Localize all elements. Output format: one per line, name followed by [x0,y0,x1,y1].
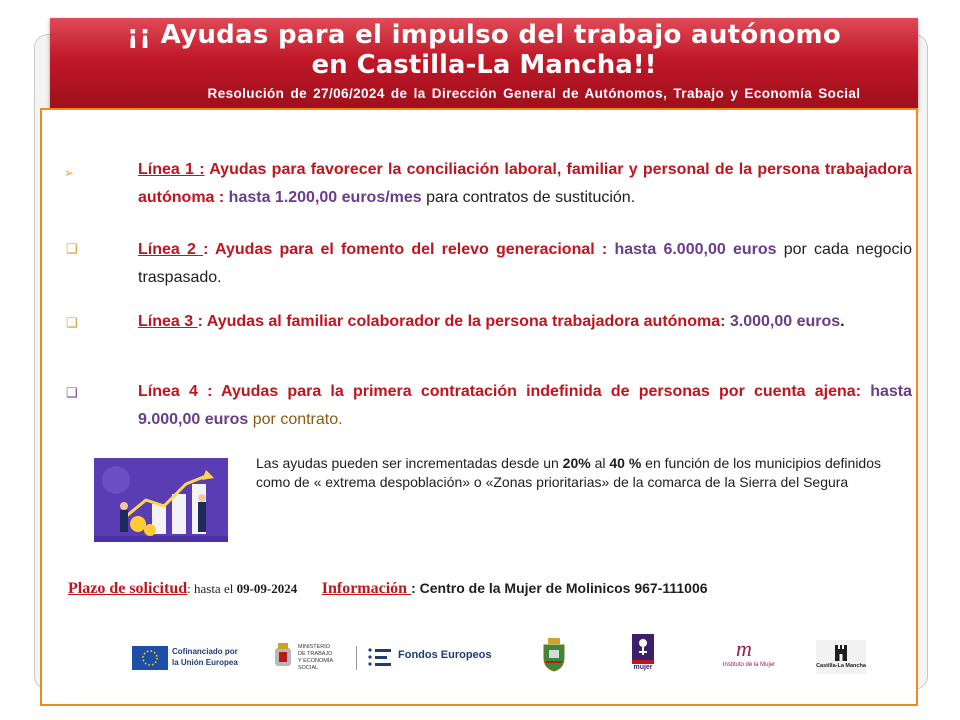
ministerio-logo [272,642,352,672]
title-banner [50,18,918,110]
application-deadline-line [68,580,708,598]
banner-title-line1: ¡¡ Ayudas para el impulso del trabajo autónomo [126,20,842,50]
line-2-amount: hasta 6.000,00 euros [614,241,777,258]
plazo-colon: : [187,581,191,596]
note-percent-20: 20% [562,455,591,471]
note-text-3: en función de los municipios definidos como de « extrema despoblación» o «Zonas prioritarias» de la comarca de la Sierra del Segura [256,455,881,490]
note-percent-40: 40 % [609,455,642,471]
eu-cofinanced-logo [132,646,264,672]
fondos-text: Fondos Europeos [398,649,492,661]
eu-flag-icon [132,646,168,670]
line-1-label: Línea 1 : [138,161,205,178]
line-4-item [138,378,912,434]
instituto-text: Instituto de la Mujer [722,662,776,668]
fondos-europeos-logo [366,646,496,672]
line-3-desc: : Ayudas al familiar colaborador de la persona trabajadora autónoma: [197,313,730,330]
line-3-amount: 3.000,00 euros [729,313,841,330]
castilla-la-mancha-logo [816,640,866,674]
line-2-label: Línea 2 [138,241,204,258]
note-text-1: Las ayudas pueden ser incrementadas desde un [256,455,563,471]
increment-note [256,454,896,492]
line-4-tail: por contrato. [248,411,343,428]
line-1-tail: para contratos de sustitución. [421,189,636,206]
growth-chart-icon [94,458,228,542]
banner-subtitle: Resolución de 27/06/2024 de la Dirección General de Autónomos, Trabajo y Economía Social [207,86,861,101]
line-3-label: Línea 3 [138,313,198,330]
line-4-amount: hasta 9.000,00 euros [138,383,913,428]
info-label: Información [321,580,412,597]
centro-mujer-icon [630,634,656,666]
info-colon: : [411,580,416,596]
sponsor-logos [132,634,872,678]
square-bullet-icon: ❑ [66,315,78,330]
note-text-2: al [590,455,610,471]
plazo-hasta: hasta el [190,581,237,596]
line-1-item [138,156,912,212]
line-2-desc: : Ayudas para el fomento del relevo generacional : [203,241,615,258]
line-4-label: Línea 4 [138,383,208,400]
fondos-europeos-icon [366,646,394,668]
spain-coat-of-arms-icon [272,642,294,670]
square-bullet-icon: ❑ [66,241,78,256]
banner-title-line2: en Castilla-La Mancha!! [311,50,657,80]
eu-text-2: la Unión Europea [172,658,238,667]
centro-mujer-logo [630,634,656,676]
ministerio-text-1: MINISTERIO [298,644,331,650]
instituto-mujer-logo [714,638,784,674]
plazo-date: 09-09-2024 [236,581,298,596]
arrow-bullet-icon: ➢ [64,166,75,180]
content-panel [40,108,918,706]
molinicos-shield-logo [542,638,566,672]
municipal-shield-icon [542,638,566,672]
growth-illustration [94,458,228,542]
line-1-desc: Ayudas para favorecer la conciliación laboral, familiar y personal de la persona trabajadora autónoma : [138,161,913,206]
line-3-item [138,308,912,336]
line-2-item [138,236,912,292]
clm-castle-icon [833,643,849,661]
eu-text-1: Cofinanciado por [172,647,238,656]
ministerio-text-3: Y ECONOMÍA SOCIAL [298,658,333,671]
line-1-amount: hasta 1.200,00 euros/mes [228,189,422,206]
info-centro: Centro de la Mujer de Molinicos 967-111006 [415,580,708,596]
mujer-text: mujer [633,664,653,671]
line-2-tail: por cada negocio traspasado. [138,241,913,286]
ministerio-text-2: DE TRABAJO [298,651,333,657]
line-4-desc: : Ayudas para la primera contratación indefinida de personas por cuenta ajena: [207,383,871,400]
plazo-label: Plazo de solicitud [68,580,188,597]
line-3-tail: . [840,313,845,330]
clm-text: Castilla-La Mancha [816,663,866,669]
instituto-monogram-icon: m [736,636,752,661]
square-bullet-icon: ❑ [66,385,78,400]
